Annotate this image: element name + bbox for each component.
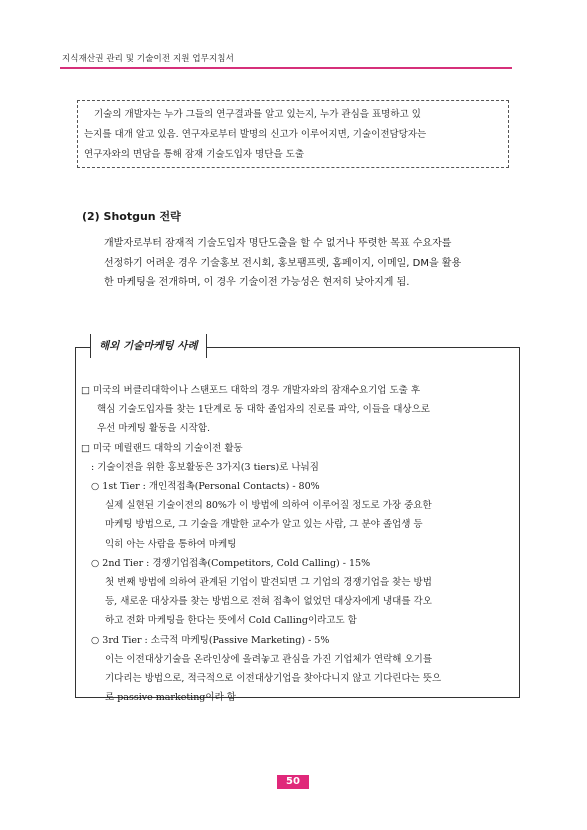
case-study-line: 익히 아는 사람을 통하여 마케팅 [105, 538, 237, 550]
case-study-line: 실제 실현된 기술이전의 80%가 이 방법에 의하여 이루어질 정도로 가장 중요한 [105, 500, 432, 512]
case-study-line: 마케팅 방법으로, 그 기술을 개발한 교수가 알고 있는 사람, 그 분야 졸업생 등 [105, 519, 423, 531]
case-study-line: 이는 이전대상기술을 온라인상에 올려놓고 관심을 가진 기업체가 연락해 오기를 [105, 653, 433, 665]
section-body-line: 한 마케팅을 전개하며, 이 경우 기술이전 가능성은 현저히 낮아지게 됨. [104, 277, 410, 288]
case-study-line: 로 passive marketing이라 함 [105, 692, 236, 704]
case-study-line: 기다리는 방법으로, 적극적으로 이전대상기업을 찾아다니지 않고 기다린다는 뜻으 [105, 673, 442, 685]
header-title: 지식재산권 관리 및 기술이전 지원 업무지침서 [62, 54, 234, 64]
case-study-line: ○ 3rd Tier : 소극적 마케팅(Passive Marketing) - 5% [91, 634, 330, 646]
page-number: 50 [277, 775, 309, 789]
case-study-line: ○ 2nd Tier : 경쟁기업접촉(Competitors, Cold Calling) - 15% [91, 557, 371, 569]
case-study-line: : 기술이전을 위한 홍보활동은 3가지(3 tiers)로 나눠짐 [91, 461, 319, 473]
section-body-line: 선정하기 어려운 경우 기술홍보 전시회, 홍보팸프렛, 홈페이지, 이메일, DM을 활용 [104, 257, 462, 269]
case-study-line: 등, 새로운 대상자를 찾는 방법으로 전혀 접촉이 없었던 대상자에게 냉대를 각오 [105, 596, 432, 608]
case-study-content [81, 381, 513, 707]
case-study-label: 해외 기술마케팅 사례 [90, 334, 207, 358]
section-title: (2) Shotgun 전략 [82, 210, 181, 223]
case-study-line: ○ 1st Tier : 개인적접촉(Personal Contacts) - 80% [91, 481, 320, 493]
case-study-line: □ 미국 메릴랜드 대학의 기술이전 활동 [81, 442, 243, 454]
section-body-line: 개발자로부터 잠재적 기술도입자 명단도출을 할 수 없거나 뚜렷한 목표 수요자를 [104, 238, 452, 249]
intro-line: 기술의 개발자는 누가 그들의 연구결과를 알고 있는지, 누가 관심을 표명하고 있 [94, 109, 421, 120]
case-study-line: 하고 전화 마케팅을 한다는 뜻에서 Cold Calling이라고도 함 [105, 615, 357, 627]
intro-box [77, 100, 509, 168]
case-study-line: 핵심 기술도입자를 찾는 1단계로 동 대학 졸업자의 진로를 파악, 이들을 대상으로 [97, 404, 430, 416]
case-study-line: □ 미국의 버클리대학이나 스탠포드 대학의 경우 개발자와의 잠재수요기업 도출 후 [81, 385, 420, 396]
header-rule [60, 67, 512, 69]
intro-line: 연구자와의 면담을 통해 잠재 기술도입자 명단을 도출 [84, 149, 305, 160]
section-body [104, 234, 516, 293]
case-study-line: 우선 마케팅 활동을 시작함. [97, 423, 211, 435]
case-study-line: 첫 번째 방법에 의하여 관계된 기업이 발견되면 그 기업의 경쟁기업을 찾는 방법 [105, 577, 432, 589]
intro-line: 는지를 대개 알고 있음. 연구자로부터 발명의 신고가 이루어지면, 기술이전담당자는 [84, 129, 427, 140]
